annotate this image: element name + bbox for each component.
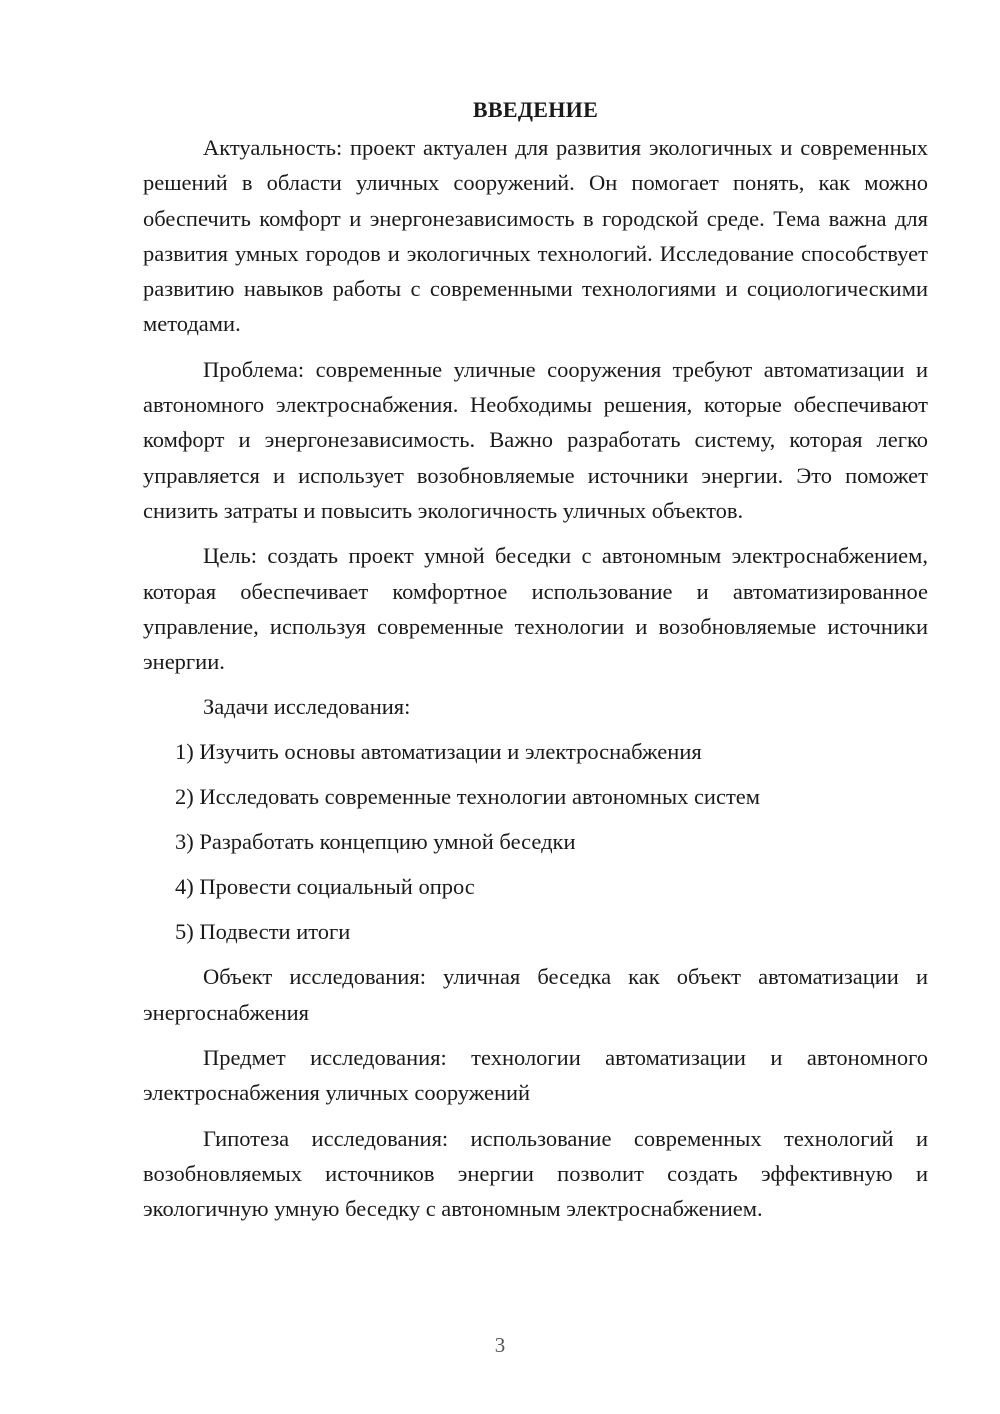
goal-paragraph: Цель: создать проект умной беседки с автономным электроснабжением, которая обеспечивает комфортное использование и автоматизированное управление, используя современные технологии и возобновляемые источники энергии. <box>143 543 928 675</box>
task-item-1: 1) Изучить основы автоматизации и электроснабжения <box>175 739 702 765</box>
section-heading: ВВЕДЕНИЕ <box>472 97 599 122</box>
task-item-2: 2) Исследовать современные технологии автономных систем <box>175 784 761 810</box>
task-list <box>143 734 928 949</box>
task-item-4: 4) Провести социальный опрос <box>175 874 475 900</box>
problem-paragraph: Проблема: современные уличные сооружения требуют автоматизации и автономного электроснабжения. Необходимы решения, которые обеспечивают комфорт и энергонезависимость. Важно разработать систему, которая легко управляется и использует возобновляемые источники энергии. Это поможет снизить затраты и повысить экологичность уличных объектов. <box>143 356 928 523</box>
tasks-title: Задачи исследования: <box>203 694 411 720</box>
relevance-paragraph: Актуальность: проект актуален для развития экологичных и современных решений в области уличных сооружений. Он помогает понять, как можно обеспечить комфорт и энергонезависимость в городской среде. Тема важна для развития умных городов и экологичных технологий. Исследование способствует развитию навыков работы с современными технологиями и социологическими методами. <box>143 135 928 337</box>
task-item-3: 3) Разработать концепцию умной беседки <box>175 829 576 855</box>
document-page <box>143 92 928 1237</box>
task-item-5: 5) Подвести итоги <box>175 919 351 945</box>
object-paragraph: Объект исследования: уличная беседка как объект автоматизации и энергоснабжения <box>143 964 928 1025</box>
hypothesis-paragraph: Гипотеза исследования: использование современных технологий и возобновляемых источников энергии позволит создать эффективную и экологичную умную беседку с автономным электроснабжением. <box>143 1125 928 1222</box>
subject-paragraph: Предмет исследования: технологии автоматизации и автономного электроснабжения уличных сооружений <box>143 1045 928 1106</box>
page-number: 3 <box>494 1333 506 1357</box>
